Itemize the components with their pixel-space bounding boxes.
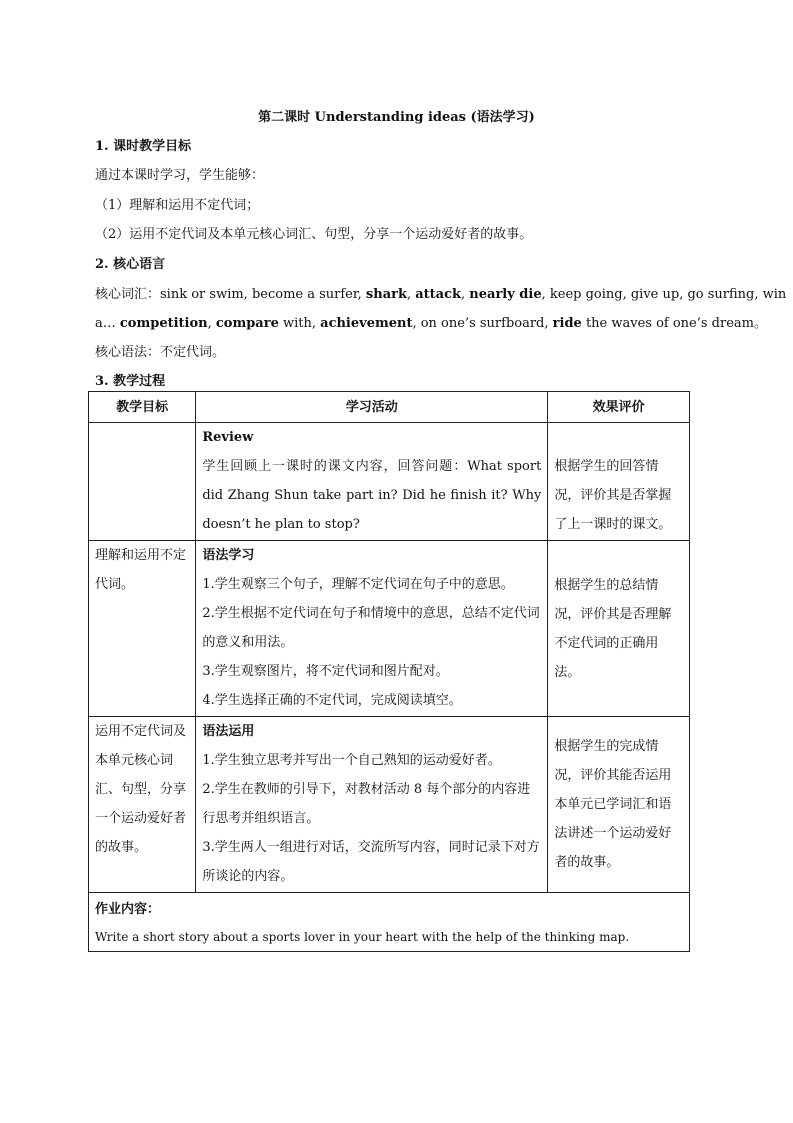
vocab-text: sink or swim, become a surfer, <box>160 287 366 302</box>
activity-step: 3.学生两人一组进行对话，交流所写内容，同时记录下对方所谈论的内容。 <box>202 840 540 884</box>
teaching-process-table <box>88 391 690 952</box>
section-2-heading: 2. 核心语言 <box>95 257 166 272</box>
row-activity <box>196 423 548 541</box>
vocab-text: , <box>406 287 416 302</box>
table-row <box>89 423 690 541</box>
activity-title: Review <box>202 430 254 445</box>
core-vocab-line-2 <box>95 312 767 331</box>
row-evaluation: 根据学生的完成情况，评价其能否运用本单元已学词汇和语法讲述一个运动爱好者的故事。 <box>548 717 690 893</box>
activity-text: 学生回顾上一课时的课文内容，回答问题：What sport did Zhang Shun take part in? Did he finish it? Why doesn’t he plan to stop? <box>202 459 542 532</box>
section-1-heading: 1. 课时教学目标 <box>95 139 192 154</box>
row-goal: 运用不定代词及本单元核心词汇、句型，分享一个运动爱好者的故事。 <box>89 717 196 893</box>
vocab-keyword: compare <box>215 316 279 331</box>
table-row <box>89 717 690 893</box>
row-activity <box>196 717 548 893</box>
section-3-heading: 3. 教学过程 <box>95 374 166 389</box>
goal-1: （1）理解和运用不定代词； <box>95 198 260 213</box>
activity-step: 1.学生独立思考并写出一个自己熟知的运动爱好者。 <box>202 753 501 768</box>
activity-step: 1.学生观察三个句子，理解不定代词在句子中的意思。 <box>202 577 514 592</box>
vocab-keyword: attack <box>415 287 462 302</box>
homework-title: 作业内容： <box>95 902 161 917</box>
homework-text: Write a short story about a sports lover in your heart with the help of the thinking map. <box>95 930 630 944</box>
header-activity: 学习活动 <box>196 392 548 423</box>
vocab-text: , on one’s surfboard, <box>412 316 553 331</box>
homework-cell <box>89 893 690 952</box>
vocab-text: , <box>461 287 470 302</box>
vocab-text: with, <box>278 316 321 331</box>
activity-title: 语法学习 <box>202 548 255 563</box>
core-vocab-label: 核心词汇： <box>95 287 161 302</box>
vocab-keyword: shark <box>365 287 407 302</box>
table-header-row <box>89 392 690 423</box>
row-evaluation: 根据学生的回答情况，评价其是否掌握了上一课时的课文。 <box>548 423 690 541</box>
header-evaluation: 效果评价 <box>548 392 690 423</box>
vocab-keyword: achievement <box>320 316 413 331</box>
goal-2: （2）运用不定代词及本单元核心词汇、句型，分享一个运动爱好者的故事。 <box>95 227 533 242</box>
header-goal: 教学目标 <box>89 392 196 423</box>
table-row <box>89 541 690 717</box>
page-title: 第二课时 Understanding ideas (语法学习) <box>258 110 535 125</box>
vocab-keyword: competition <box>119 316 208 331</box>
vocab-keyword: ride <box>552 316 582 331</box>
activity-step: 2.学生根据不定代词在句子和情境中的意思，总结不定代词的意义和用法。 <box>202 606 540 650</box>
activity-step: 3.学生观察图片，将不定代词和图片配对。 <box>202 664 449 679</box>
activity-step: 2.学生在教师的引导下，对教材活动 8 每个部分的内容进行思考并组织语言。 <box>202 782 531 826</box>
vocab-text: the waves of one’s dream。 <box>581 316 767 331</box>
homework-row <box>89 893 690 952</box>
row-goal <box>89 423 196 541</box>
vocab-text: , <box>207 316 216 331</box>
section-1-intro: 通过本课时学习，学生能够： <box>95 168 265 183</box>
row-activity <box>196 541 548 717</box>
activity-step: 4.学生选择正确的不定代词，完成阅读填空。 <box>202 693 462 708</box>
row-evaluation: 根据学生的总结情况，评价其是否理解不定代词的正确用法。 <box>548 541 690 717</box>
activity-title: 语法运用 <box>202 724 255 739</box>
row-goal: 理解和运用不定代词。 <box>89 541 196 717</box>
vocab-text: a… <box>95 316 120 331</box>
core-vocab-line-1 <box>95 283 786 302</box>
core-grammar: 核心语法：不定代词。 <box>95 345 226 360</box>
vocab-text: , keep going, give up, go surfing, win <box>541 287 787 302</box>
vocab-keyword: nearly die <box>469 287 542 302</box>
